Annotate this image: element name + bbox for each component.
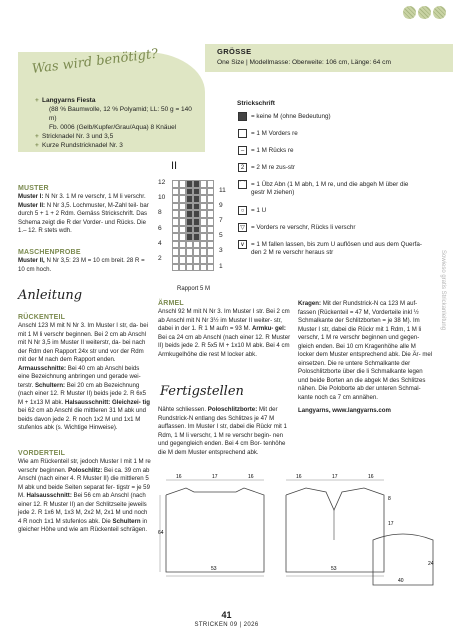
body-text: und beide Borten an die abgek M des Schlitzes [298, 376, 426, 384]
bold-text: tig [142, 398, 150, 406]
bold-text: Muster II, [18, 257, 45, 264]
body-text: mel einsetzen. Die re untere Schmalkante der [298, 351, 433, 367]
body-text: N Nr 3. 1 M re verschr, 1 M li verschr. [43, 193, 146, 200]
chart-cell [179, 233, 186, 241]
body-text: Rücks. Die 1.– 12. R stets wdh. [18, 218, 147, 234]
legend-symbol-icon: 2 [238, 163, 247, 172]
chart-cell [186, 226, 193, 234]
body-text: Mit der Rundstrick-N ca 123 M auf- [321, 300, 418, 307]
legend-symbol-icon [238, 112, 247, 121]
body-text: terstr. [18, 381, 35, 389]
chart-cell [186, 188, 193, 196]
chart-cell [186, 248, 193, 256]
body-text: re verschr beginnen. [18, 458, 151, 474]
bold-text: Halsausschnitt: Gleichzei- [64, 398, 141, 406]
legend-text [251, 113, 441, 122]
chart-cell [193, 241, 200, 249]
website-text: Langyarns, www.langyarns.com [298, 407, 391, 414]
size-text: One Size | Modellmasse: Oberweite: 106 cm, Länge: 64 cm [217, 59, 391, 66]
legend-text [251, 207, 441, 216]
legend-symbol-icon: – [238, 146, 247, 155]
chart-cell [207, 188, 214, 196]
chart-cell [207, 256, 214, 264]
body-text: Poloschlitzborte über die li Schmalkante legen [298, 368, 423, 375]
chart-cell [193, 256, 200, 264]
body-text: N Nr 3,5: 23 M = 10 cm breit. 28 [44, 257, 134, 264]
chart-cell [200, 218, 207, 226]
chart-cell [207, 248, 214, 256]
chart-row-label: 6 [158, 224, 162, 232]
chart-cell [186, 195, 193, 203]
chart-row-label: 1 [219, 262, 223, 270]
chart-cell [193, 210, 200, 218]
body-text: nähen. Die Poloborte ab der unteren Schmal- [298, 385, 421, 392]
stitch-chart [158, 178, 238, 278]
front-dim-label: 16 [296, 474, 302, 480]
chart-cell [193, 218, 200, 226]
body-text: Anschl 123 M mit N Nr 3. Im Muster I str, da- [18, 322, 139, 329]
body-text: N Nr 3,5. Lochmuster, M-Zahl teil- [45, 201, 139, 209]
chart-cell [172, 264, 179, 272]
vorderteil-title: VORDERTEIL [18, 450, 66, 457]
body-text: M, 2x1 M und noch 4 R noch 1x1 M stufenlos [18, 509, 148, 525]
front-dim-label: 16 [368, 474, 374, 480]
body-text: nen und gegengleich enden. Bei 4 cm Bor- [158, 431, 283, 447]
chart-cell [207, 226, 214, 234]
body-text: Nähte schliessen. [158, 406, 208, 413]
chart-cell [186, 218, 193, 226]
body-text: und beids davon jede 2. R noch 1x2 M und 1x1 [18, 407, 147, 423]
chart-row-label: 3 [219, 247, 223, 255]
anleitung-heading: Anleitung [18, 288, 83, 303]
vorderteil-text [18, 458, 151, 535]
chart-cell [193, 226, 200, 234]
size-title: GRÖSSE [217, 47, 252, 56]
chart-cell [179, 256, 186, 264]
front-dim-label: 17 [332, 474, 338, 480]
bold-text: Muster I: [18, 193, 44, 200]
materials-heading: Was wird benötigt? [31, 46, 159, 77]
back-dim-label: 17 [212, 474, 218, 480]
chart-cell [172, 218, 179, 226]
chart-cell [200, 241, 207, 249]
fertigstellen-heading: Fertigstellen [160, 384, 244, 399]
body-text: Mit der [257, 406, 278, 413]
chart-cell [193, 180, 200, 188]
chart-cell [172, 233, 179, 241]
back-dim-label: 53 [211, 566, 217, 572]
legend-title: Strickschrift [237, 100, 275, 107]
legend-text [251, 147, 441, 156]
body-text: Anschl 92 M mit N Nr 3. Im Muster I str. Bei 2 [158, 308, 280, 315]
bold-text: Schultern: [34, 381, 66, 389]
front-dim-label: 53 [331, 566, 337, 572]
back-schematic [158, 470, 278, 580]
body-text: in gleicher Höhe und wie [18, 517, 148, 533]
legend-line: = 2 M re zus-str [251, 163, 295, 171]
chart-cell [193, 203, 200, 211]
chart-cell [179, 180, 186, 188]
chart-cell [179, 241, 186, 249]
chart-cell [172, 248, 179, 256]
legend-text [251, 164, 441, 173]
chart-cell [179, 203, 186, 211]
chart-cell [179, 210, 186, 218]
chart-row-label: 9 [219, 201, 223, 209]
chart-cell [207, 218, 214, 226]
chart-cell [207, 264, 214, 272]
chart-row-label: 7 [219, 217, 223, 224]
bold-text: Schultern [112, 517, 141, 525]
chart-cell [186, 264, 193, 272]
legend-line: = keine M (ohne Bedeutung) [251, 112, 331, 120]
body-text: Schlitzseite jeweils jede 2. R 1x6 M, 1x3 M, 2x2 [18, 500, 147, 516]
body-text: kante noch ca 7 cm annähen. [298, 393, 378, 401]
body-text: Muster II) beids jede 2. R 5x5 M + 1x10 M abk. [158, 333, 291, 349]
chart-cell [186, 256, 193, 264]
bold-text: Muster II: [18, 201, 46, 209]
body-text: M + 1x13 M abk. [18, 398, 65, 406]
chart-cell [179, 188, 186, 196]
body-text: Rundstrick-N entlang des Schlitzes je 47 M [158, 414, 275, 422]
chart-cell [172, 226, 179, 234]
chart-row-label: 12 [158, 179, 166, 186]
page-number: 41 [221, 610, 232, 620]
chart-cell [172, 195, 179, 203]
legend-line: = 1 M Rücks re [251, 146, 294, 154]
chart-cell [172, 210, 179, 218]
legend-text [251, 181, 441, 198]
chart-row-label: 2 [158, 255, 162, 262]
chart-cell [179, 218, 186, 226]
chart-cell [179, 226, 186, 234]
body-text: fassen (Rückenteil = 47 M, Vorderteile inkl ½ [298, 308, 419, 316]
yarn-ball-icon [403, 6, 416, 19]
bold-text: Halsausschnitt: [26, 492, 72, 499]
side-watermark: Sowieso gratis Strickanleitung [440, 250, 446, 331]
materials-list [35, 96, 200, 151]
body-text: auffassen. Im Muster I str, dabei die Rückr mit [158, 423, 282, 430]
chart-row-label: 8 [158, 209, 162, 217]
back-dim-label: 16 [248, 474, 254, 480]
chart-cell [179, 264, 186, 272]
body-text: bei 62 cm ab Anschl die mittleren 31 M abk [18, 407, 135, 414]
chart-cell [193, 188, 200, 196]
chart-cell [193, 233, 200, 241]
sleeve-schematic [368, 530, 438, 590]
body-text: bar durch 5 + 1 + 2 Rdm. Gemäss Strickschrift. [18, 201, 149, 217]
legend-text [251, 130, 441, 139]
body-text: ab Anschl (nach einer 12. R Muster II) an der [18, 492, 146, 508]
body-text: R = 10 cm hoch. [18, 257, 145, 273]
chart-cell [179, 248, 186, 256]
body-text: Bei 20 cm ab Bezeichnung [65, 381, 140, 389]
chart-cell [172, 203, 179, 211]
rueckenteil-text [18, 322, 151, 433]
chart-cell [207, 195, 214, 203]
maschenprobe-text [18, 257, 151, 274]
chart-cell [193, 195, 200, 203]
legend-line: den 2 M re verschr heraus str [251, 249, 334, 257]
materials-item: + Langyarns Fiesta (88 % Baumwolle, 12 % Polyamid; LL: 50 g = 140 m) Fb. 0006 (Gelb/Kupfer/Grau/Aqua) 8 Knäuel [35, 96, 200, 132]
chart-cell [193, 248, 200, 256]
chart-row-label: 11 [219, 186, 226, 194]
aermel-text [158, 308, 291, 359]
chart-row-label: 5 [219, 232, 223, 240]
chart-cell [200, 248, 207, 256]
yarn-ball-icon [433, 6, 446, 19]
bold-text: Poloschlitz: [68, 466, 103, 474]
chart-caption: Rapport 5 M [177, 286, 211, 292]
chart-cell [200, 226, 207, 234]
legend-line: gestr M ziehen) [251, 189, 295, 197]
legend-symbol-icon: ⌒ [239, 182, 246, 188]
body-text: bei nach der Rdm den Rapport 24x str und vor [18, 339, 146, 355]
body-text: der Rdm mit der M nach dem Rapport enden. [18, 347, 144, 363]
chart-cell [172, 241, 179, 249]
chart-cell [186, 203, 193, 211]
legend-symbol-icon: ○ [238, 206, 247, 215]
magazine-footer: STRICKEN 09 | 2026 [194, 622, 259, 628]
body-text: am Rückenteil schrägen. [80, 526, 148, 533]
chart-cell [193, 264, 200, 272]
body-text: Bei ca 24 cm ab Anschl (nach einer 12. R [158, 333, 270, 341]
chart-cell [207, 210, 214, 218]
chart-cell [186, 180, 193, 188]
legend-symbol-icon: ∨ [238, 240, 247, 249]
body-text: 1 Rdm, 1 M li verschr, 1 M re verschr begin- [158, 423, 287, 439]
body-text: cm ab Anschl (nach einer 4. R Muster II) die [18, 466, 150, 482]
legend-symbol-icon: ▽ [238, 223, 247, 232]
front-dim-label: 8 [388, 496, 391, 502]
muster-title: MUSTER [18, 185, 49, 192]
body-text: bei mit 1 M li verschr beginnen. Bei 2 cm ab [18, 322, 149, 338]
chart-cell [207, 233, 214, 241]
bold-text: Armausschnitte: [18, 364, 67, 372]
chart-cell [186, 210, 193, 218]
chart-cell [200, 195, 207, 203]
chart-cell [200, 233, 207, 241]
chart-cell [200, 264, 207, 272]
body-text: Bei 40 cm ab Anschl beids [66, 364, 140, 372]
rueckenteil-title: RÜCKENTEIL [18, 314, 66, 321]
kragen-text [298, 300, 433, 402]
yarn-ball-icon [418, 6, 431, 19]
legend-line: = 1 M fallen lassen, bis zum U auflösen und aus dem Querfa- [251, 240, 422, 248]
legend-line: = 1 U [251, 206, 267, 214]
chart-cell [207, 241, 214, 249]
body-text: (nach einer 12. R Muster II) beids jede 2. R 6x5 [18, 390, 147, 397]
aermel-title: ÄRMEL [158, 300, 184, 307]
legend-text [251, 241, 441, 258]
body-text: str, dabei in der 1. R 1 M aufn = 93 M. [158, 316, 282, 332]
body-text: locker dem Muster entsprechend abk. Die Är- [298, 351, 421, 358]
maschenprobe-title: MASCHENPROBE [18, 249, 81, 256]
chart-cell [200, 188, 207, 196]
chart-cell [207, 180, 214, 188]
body-text: Bei 4 cm Armkugelhöhe die rest M locker abk. [158, 342, 290, 358]
back-dim-label: 64 [158, 530, 164, 536]
body-text: tenhöhe die M dem Muster entsprechend abk. [158, 440, 286, 456]
body-text: eine Bezeichnung anbringen und gerade wei- [18, 373, 141, 380]
body-text: Das Schema zeigt die R der Vorder- und [18, 210, 148, 226]
legend-line: = 1 Übz Abn (1 M abh, 1 M re, und die abgeh M über die [251, 180, 409, 188]
materials-item: + Stricknadel Nr. 3 und 3,5 [35, 132, 200, 141]
body-text: Muster I str, dabei die Rückr mit 1 Rdm, 1 M li [298, 325, 422, 333]
body-text: mittleren 5 M abk und beide Seiten separat fer- [18, 475, 149, 491]
body-text: verschr, 1 M re verschr beginnen und gegen- [298, 334, 420, 341]
chart-cell [200, 210, 207, 218]
sleeve-dim-label: 40 [398, 578, 404, 584]
chart-cell [172, 256, 179, 264]
body-text: Anschl mit N Nr 3,5 im Muster II weiterstr, da- [18, 330, 147, 346]
chart-row-label: 10 [158, 194, 166, 202]
front-dim-label: 17 [388, 521, 394, 527]
materials-item: + Kurze Rundstricknadel Nr. 3 [35, 141, 200, 150]
chart-cell [207, 203, 214, 211]
muster-text [18, 193, 151, 236]
body-text: Bei ca. 39 [102, 466, 132, 474]
chart-cell [186, 241, 193, 249]
back-dim-label: 16 [176, 474, 182, 480]
chart-cell [179, 195, 186, 203]
body-text: Wie am Rückenteil str, jedoch Muster I mit 1 M [18, 458, 144, 465]
legend-line: = Vorders re verschr, Rücks li verschr [251, 223, 356, 231]
sleeve-dim-label: 24 [428, 561, 434, 567]
bold-text: Poloschlitzborte: [207, 406, 258, 413]
body-text: gleich enden. Bei 10 cm Kragenhöhe alle M [298, 342, 416, 350]
chart-cell [200, 256, 207, 264]
legend-symbol-icon [238, 129, 247, 138]
chart-cell [172, 180, 179, 188]
chart-cell [200, 203, 207, 211]
body-text: Schmalkante der Schlitzborten = je 38 M). Im [298, 317, 420, 324]
bold-text: gel: [275, 325, 286, 332]
legend-line: = 1 M Vorders re [251, 129, 298, 137]
body-text: cm ab Anschl mit N Nr 3½ im Muster II weiter- [158, 308, 290, 324]
chart-title: II [171, 160, 178, 172]
chart-cell [186, 233, 193, 241]
legend-text [251, 224, 441, 233]
chart-cell [172, 188, 179, 196]
body-text: abk. Die [88, 517, 113, 525]
bold-text: Armku- [252, 325, 274, 332]
body-text: tigstr = je 59 M. [18, 483, 150, 499]
body-text: Bei 56 cm [71, 492, 101, 499]
chart-row-label: 4 [158, 239, 162, 247]
bold-text: Kragen: [298, 300, 322, 307]
body-text: M stufenlos abk (s. Wichtige Hinweise). [18, 415, 141, 431]
fertigstellen-text [158, 406, 291, 457]
chart-cell [200, 180, 207, 188]
